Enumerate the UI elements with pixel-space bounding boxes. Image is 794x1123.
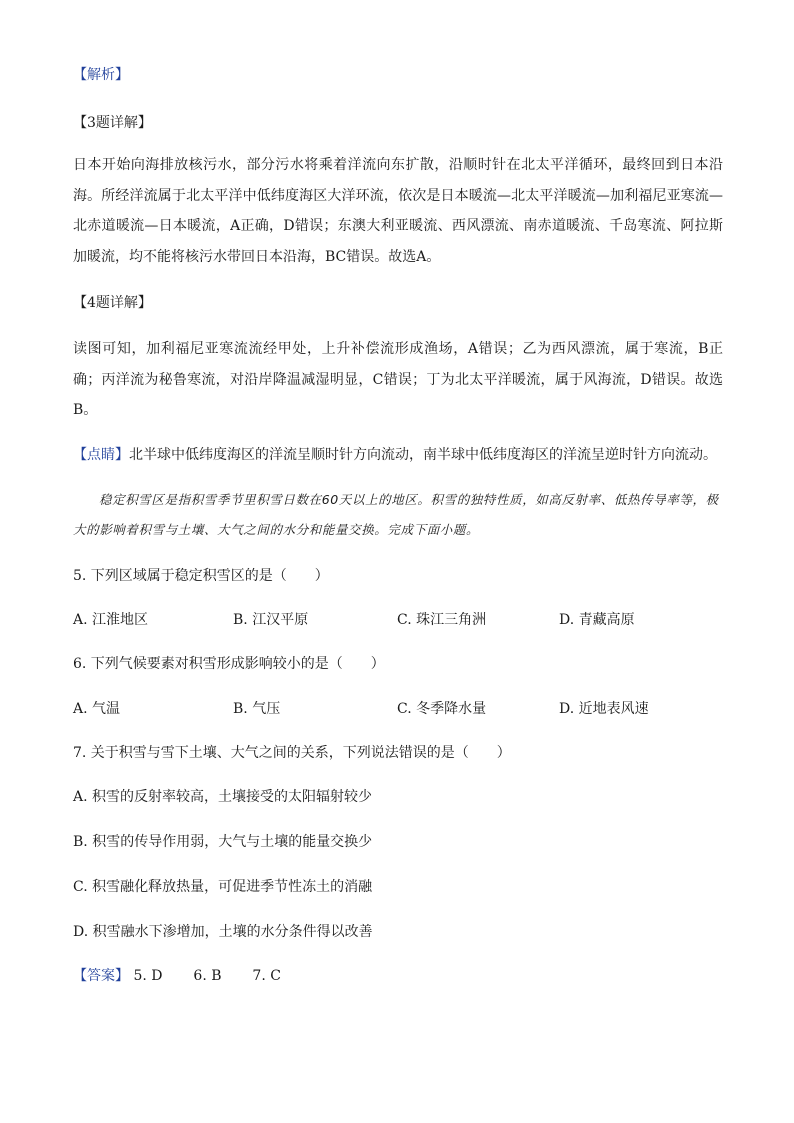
q6-option-d: D. 近地表风速 <box>559 701 649 717</box>
q6-stem: 6. 下列气候要素对积雪形成影响较小的是（ ） <box>73 656 385 672</box>
q7-option-b: B. 积雪的传导作用弱，大气与土壤的能量交换少 <box>73 834 373 850</box>
key-point-tag: 【点睛】 <box>73 447 129 463</box>
q5-option-c: C. 珠江三角洲 <box>397 612 487 628</box>
q5-stem: 5. 下列区域属于稳定积雪区的是（ ） <box>73 568 329 584</box>
q3-heading: 【3题详解】 <box>73 115 152 131</box>
q5-option-a: A. 江淮地区 <box>73 612 149 628</box>
key-point <box>73 445 717 465</box>
q5-option-b: B. 江汉平原 <box>233 612 309 628</box>
q5-options <box>73 610 723 630</box>
reading-passage: 稳定积雪区是指积雪季节里积雪日数在60天以上的地区。积雪的独特性质，如高反射率、低热传导率等，极大的影响着积雪与土壤、大气之间的水分和能量交换。完成下面小题。 <box>73 492 719 537</box>
q6-option-a: A. 气温 <box>73 701 121 717</box>
q3-explanation: 日本开始向海排放核污水，部分污水将乘着洋流向东扩散，沿顺时针在北太平洋循环，最终回到日本沿海。所经洋流属于北太平洋中低纬度海区大洋环流，依次是日本暖流—北太平洋暖流—加利福尼亚寒流—北赤道暖流—日本暖流，A正确，D错误；东澳大利亚暖流、西风漂流、南赤道暖流、千岛寒流、阿拉斯加暖流，均不能将核污水带回日本沿海，BC错误。故选A。 <box>73 157 723 265</box>
q6-option-b: B. 气压 <box>233 701 281 717</box>
q6-options <box>73 699 723 719</box>
key-point-text: 北半球中低纬度海区的洋流呈顺时针方向流动，南半球中低纬度海区的洋流呈逆时针方向流动。 <box>129 447 717 463</box>
q6-option-c: C. 冬季降水量 <box>397 701 487 717</box>
answer-line <box>73 966 281 986</box>
analysis-heading: 【解析】 <box>73 67 129 83</box>
answer-item: 7. C <box>252 968 281 984</box>
answer-tag: 【答案】 <box>73 968 129 984</box>
q4-heading: 【4题详解】 <box>73 295 152 311</box>
q7-option-c: C. 积雪融化释放热量，可促进季节性冻土的消融 <box>73 879 373 895</box>
q7-stem: 7. 关于积雪与雪下土壤、大气之间的关系，下列说法错误的是（ ） <box>73 745 511 761</box>
q5-option-d: D. 青藏高原 <box>559 612 635 628</box>
q7-option-a: A. 积雪的反射率较高，土壤接受的太阳辐射较少 <box>73 789 373 805</box>
answer-item: 6. B <box>193 968 222 984</box>
q7-option-d: D. 积雪融水下渗增加，土壤的水分条件得以改善 <box>73 924 373 940</box>
q4-explanation: 读图可知，加利福尼亚寒流流经甲处，上升补偿流形成渔场，A错误；乙为西风漂流，属于寒流，B正确；丙洋流为秘鲁寒流，对沿岸降温减湿明显，C错误；丁为北太平洋暖流，属于风海流，D错误。故选B。 <box>73 341 723 418</box>
answer-item: 5. D <box>133 968 163 984</box>
